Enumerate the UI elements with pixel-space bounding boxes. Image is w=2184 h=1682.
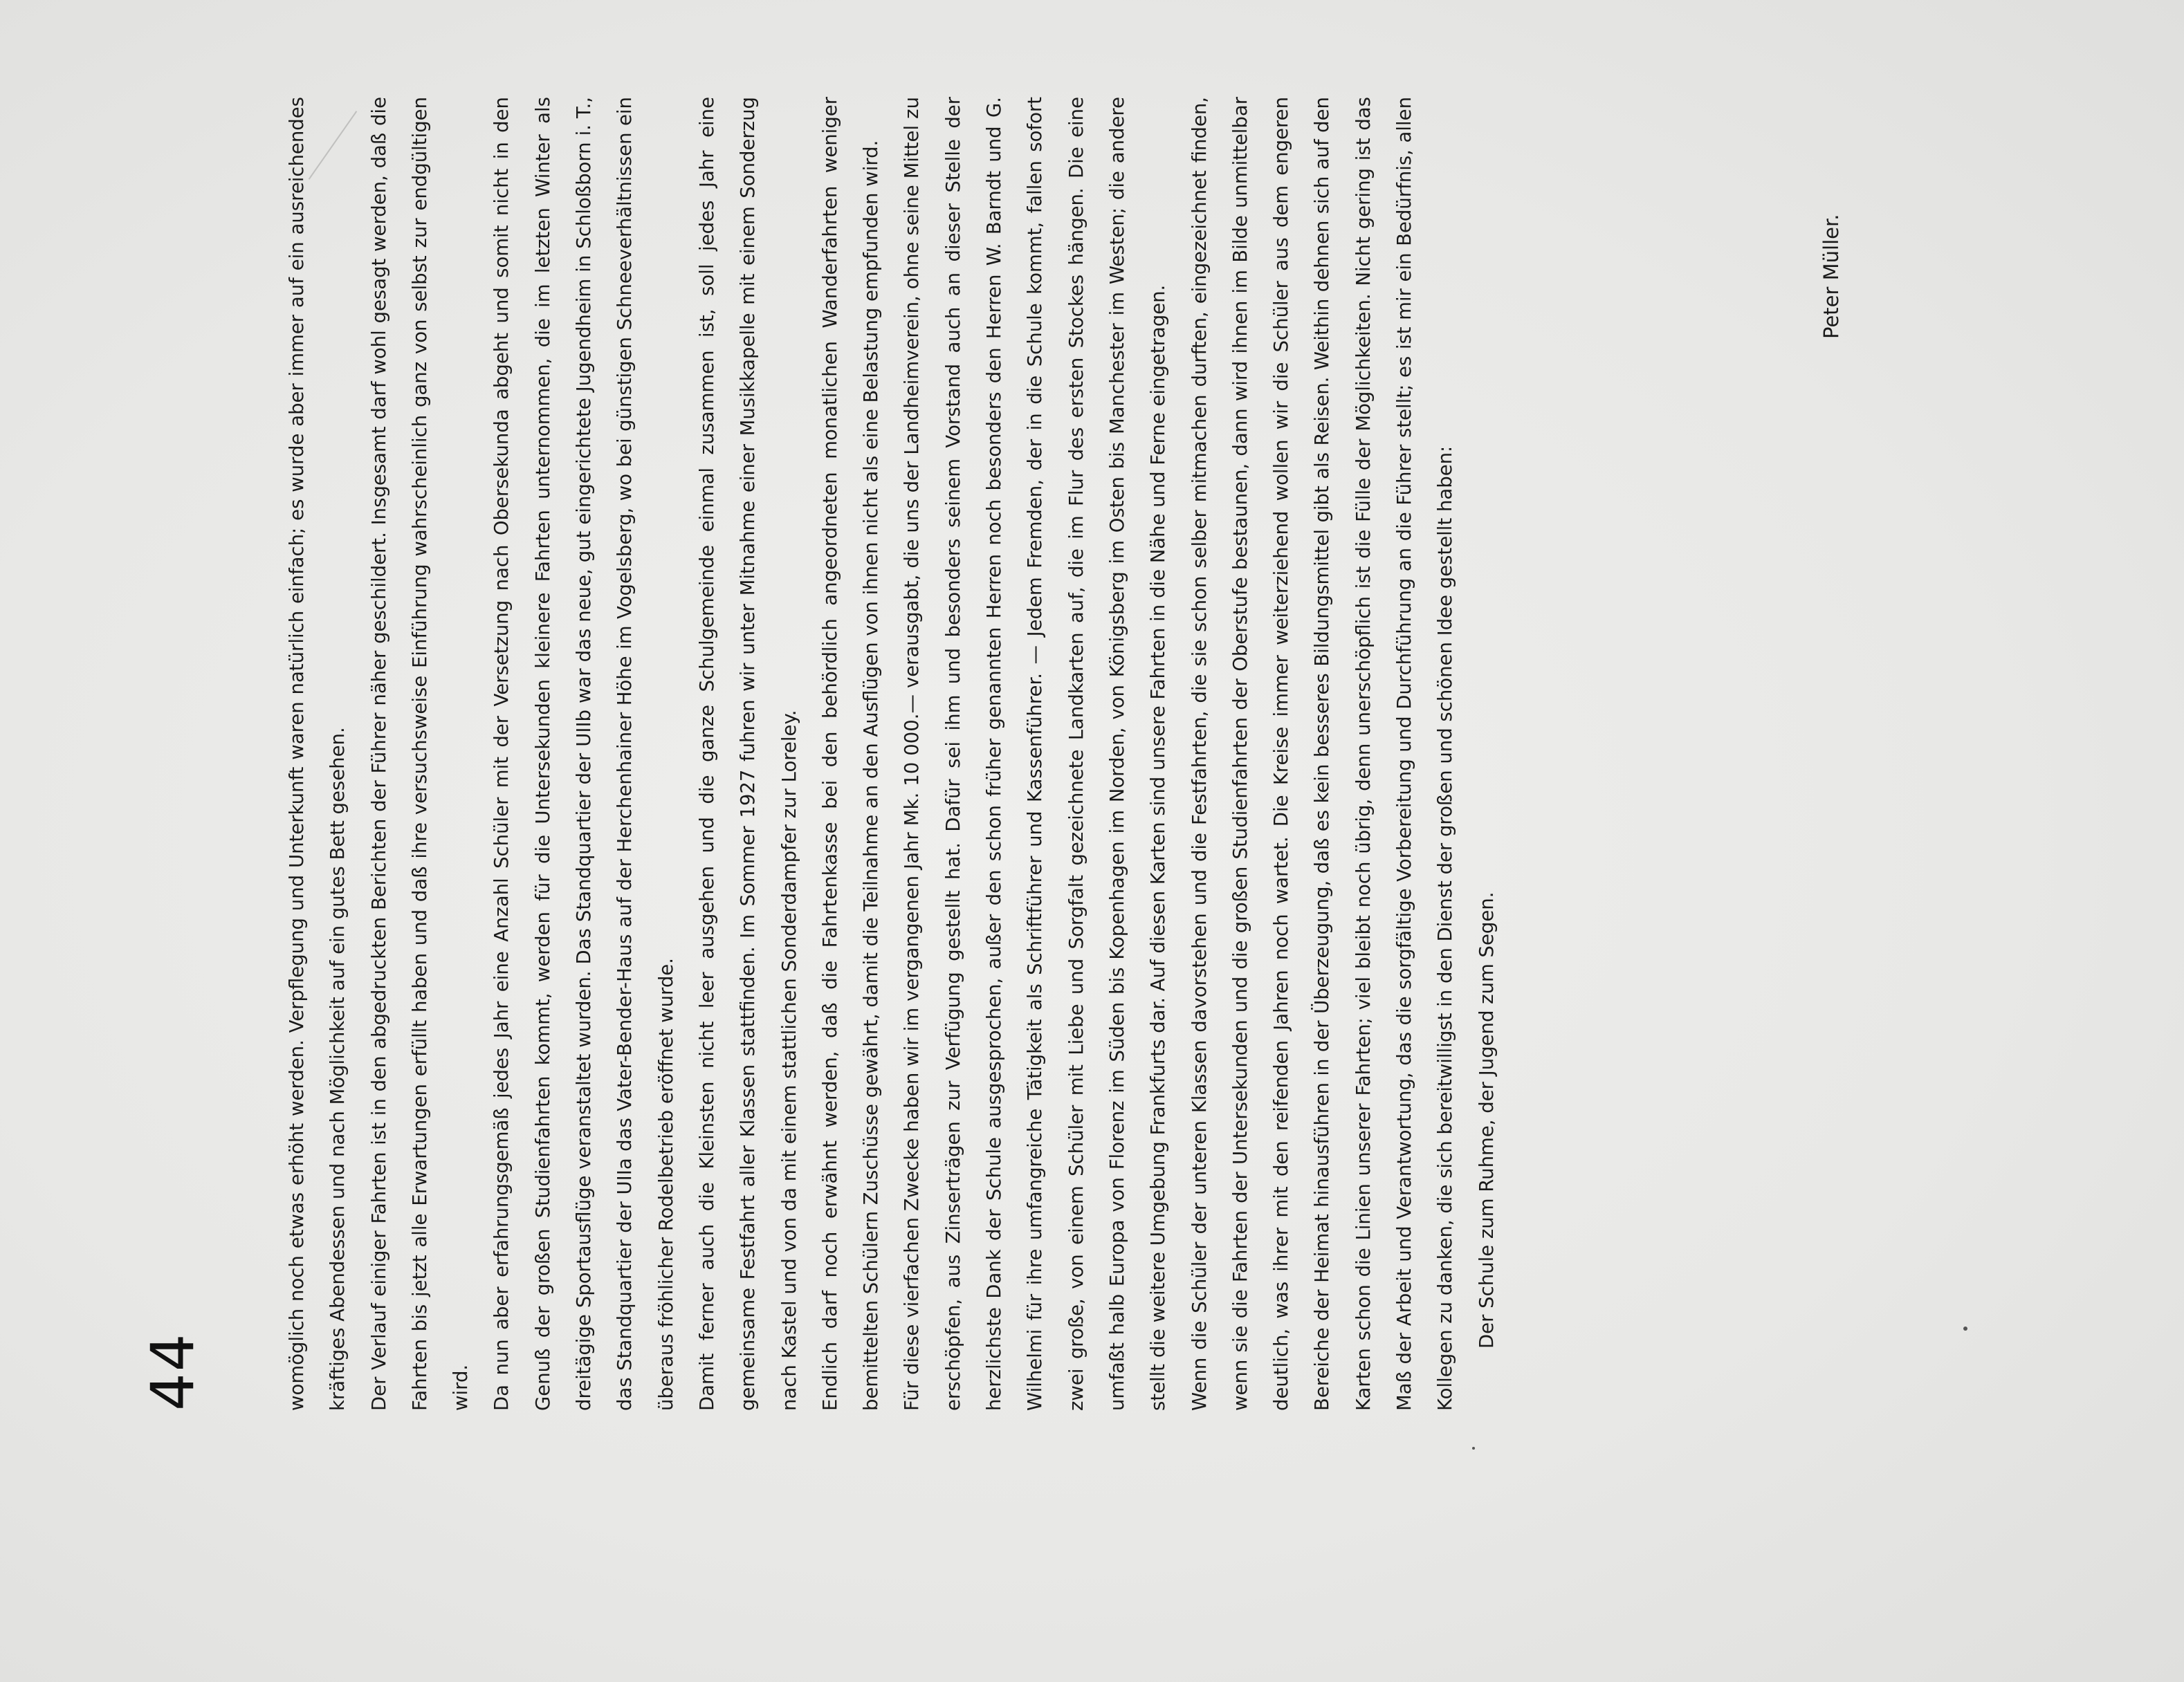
paragraph-1: womöglich noch etwas erhöht werden. Verpflegung und Unterkunft waren natürlich einfach; es wurde aber immer auf ein ausreichendes kräftiges Abendessen und nach Möglichkeit auf ein gutes Bett gesehen. xyxy=(286,97,349,1411)
author-signature: Peter Müller. xyxy=(1819,214,1843,339)
paragraph-5: Endlich darf noch erwähnt werden, daß die Fahrtenkasse bei den behördlich angeordneten monatlichen Wanderfahrten weniger bemittelten Schülern Zuschüsse gewährt, damit die Teilnahme an den Ausflügen von ihnen nicht als eine Belastung empfunden wird. xyxy=(818,97,883,1411)
scan-speck xyxy=(1472,1447,1475,1450)
paragraph-4: Damit ferner auch die Kleinsten nicht leer ausgehen und die ganze Schulgemeinde einmal zusammen ist, soll jedes Jahr eine gemeinsame Festfahrt aller Klassen stattfinden. Im Sommer 1927 fuhren wir unter Mitnahme einer Musikkapelle mit einem Sonderzug nach Kastel und von da mit einem stattlichen Sonderdampfer zur Loreley. xyxy=(695,97,800,1411)
article-body xyxy=(277,97,1819,1411)
paragraph-6: Für diese vierfachen Zwecke haben wir im vergangenen Jahr Mk. 10 000.— verausgabt, die uns der Landheimverein, ohne seine Mittel zu erschöpfen, aus Zinserträgen zur Verfügung gestellt hat. Dafür sei ihm und besonders seinem Vorstand auch an dieser Stelle der herzlichste Dank der Schule ausgesprochen, außer den schon früher genannten Herren noch besonders den Herren W. Barndt und G. Wilhelmi für ihre umfangreiche Tätigkeit als Schriftführer und Kassenführer. — Jedem Fremden, der in die Schule kommt, fallen sofort zwei große, von einem Schüler mit Liebe und Sorgfalt gezeichnete Landkarten auf, die im Flur des ersten Stockes hängen. Die eine umfaßt halb Europa von Florenz im Süden bis Kopenhagen im Norden, von Königsberg im Osten bis Manchester im Westen; die andere stellt die weitere Umgebung Frankfurts dar. Auf diesen Karten sind unsere Fahrten in die Nähe und Ferne eingetragen. xyxy=(901,97,1170,1411)
closing-line: Der Schule zum Ruhme, der Jugend zum Segen. xyxy=(1475,891,1498,1349)
paragraph-3: Da nun aber erfahrungsgemäß jedes Jahr eine Anzahl Schüler mit der Versetzung nach Obersekunda abgeht und somit nicht in den Genuß der großen Studienfahrten kommt, werden für die Untersekunden kleinere Fahrten unternommen, die im letzten Winter als dreitägige Sportausflüge veranstaltet wurden. Das Standquartier der UIIb war das neue, gut eingerichtete Jugendheim in Schloßborn i. T., das Standquartier der UIIa das Vater-Bender-Haus auf der Herchenhainer Höhe im Vogelsberg, wo bei günstigen Schneeverhältnissen ein überaus fröhlicher Rodelbetrieb eröffnet wurde. xyxy=(490,97,677,1411)
page-number: 44 xyxy=(138,1332,208,1411)
paragraph-7: Wenn die Schüler der unteren Klassen davorstehen und die Festfahrten, die sie schon selber mitmachen durften, eingezeichnet finden, wenn sie die Fahrten der Untersekunden und die großen Studienfahrten der Oberstufe bestaunen, dann wird ihnen im Bilde unmittelbar deutlich, was ihrer mit den reifenden Jahren noch wartet. Die Kreise immer weiterziehend wollen wir die Schüler aus dem engeren Bereiche der Heimat hinausführen in der Überzeugung, daß es kein besseres Bildungsmittel gibt als Reisen. Weithin dehnen sich auf den Karten schon die Linien unserer Fahrten; viel bleibt noch übrig, denn unerschöpflich ist die Fülle der Möglichkeiten. Nicht gering ist das Maß der Arbeit und Verantwortung, das die sorgfältige Vorbereitung und Durchführung an die Führer stellt; es ist mir ein Bedürfnis, allen Kollegen zu danken, die sich bereitwilligst in den Dienst der großen und schönen Idee gestellt haben: xyxy=(1188,97,1457,1411)
scan-speck xyxy=(1963,1327,1967,1331)
paragraph-2: Der Verlauf einiger Fahrten ist in den abgedruckten Berichten der Führer näher geschildert. Insgesamt darf wohl gesagt werden, daß die Fahrten bis jetzt alle Erwartungen erfüllt haben und daß ihre versuchsweise Einführung wahrscheinlich ganz von selbst zur endgültigen wird. xyxy=(367,97,472,1411)
